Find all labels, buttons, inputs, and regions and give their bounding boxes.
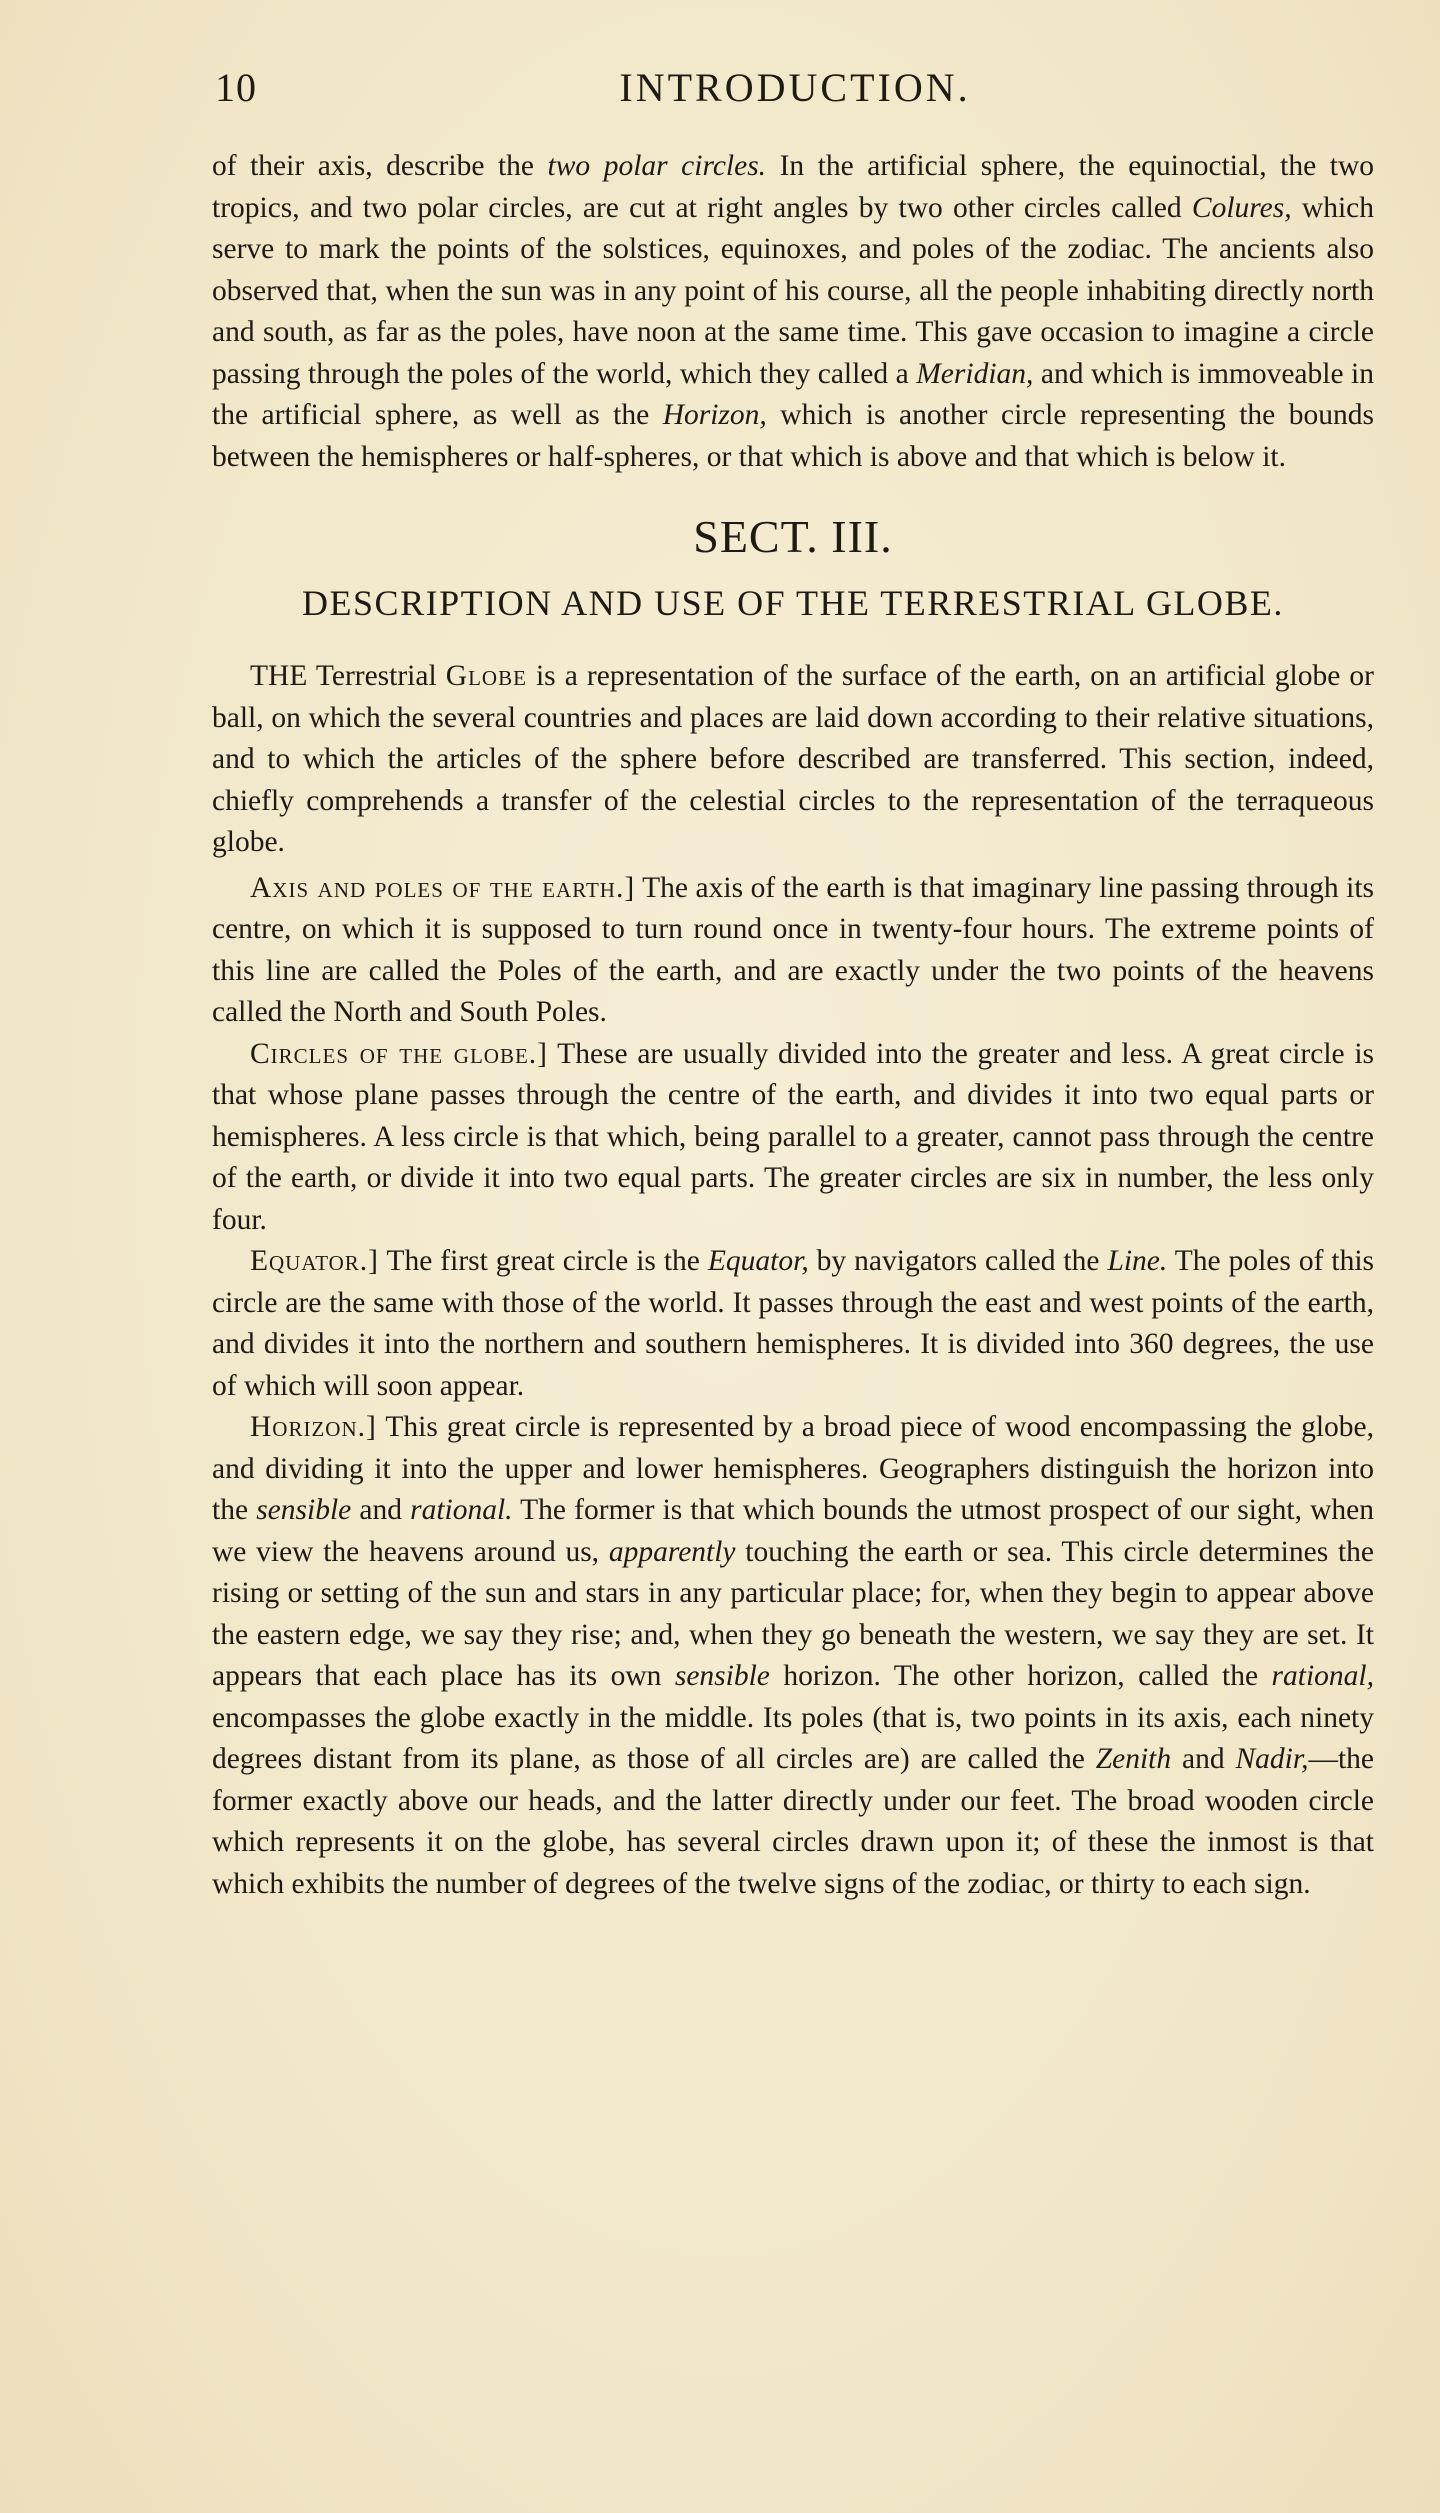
italic-term: Colures, [1191, 191, 1292, 224]
text-run: of their axis, describe the [212, 150, 548, 182]
text-run: and which is immoveable in the artificial sphere, as well as the [212, 357, 1375, 431]
italic-term: two polar circles. [547, 150, 767, 182]
text-run: The poles of this circle are the same with those of the world. It passes through the east and west points of the earth, and divides it into the northern and southern hemispheres. It is divided into 360 degrees, the use of which will soon appear. [212, 1245, 1374, 1402]
italic-term: Meridian, [916, 357, 1034, 390]
text-run: is a representation of the surface of the earth, on an artificial globe or ball, on which the several countries and places are laid down according to their relative situations, and to which the articles of the sphere before described are transferred. This section, indeed, chiefly comprehends a transfer of the celestial circles to the representation of the terraqueous globe. [212, 660, 1374, 858]
italic-term: sensible [674, 1660, 770, 1692]
paragraph-axis-and-poles [212, 868, 1374, 1034]
text-run: horizon. The other horizon, called the [769, 1660, 1272, 1692]
section-title: DESCRIPTION AND USE OF THE TERRESTRIAL GLOBE. [302, 583, 1284, 623]
text-run: which is another circle representing the bounds between the hemispheres or half-spheres, or that which is above and that which is below it. [212, 399, 1374, 473]
paragraph-circles-of-globe [212, 1034, 1374, 1242]
italic-term: Nadir, [1235, 1743, 1309, 1775]
text-run: by navigators called the [808, 1245, 1108, 1277]
text-run: These are usually divided into the greater and less. A great circle is that whose plane passes through the centre of the earth, and divides it into two equal parts or hemispheres. A less circle is that which, being parallel to a greater, cannot pass through the centre of the earth, or divide it into two equal parts. The greater circles are six in number, the less only four. [212, 1037, 1374, 1236]
body-text [212, 146, 1374, 1905]
section-heading: SECT. III. [693, 511, 893, 562]
side-heading: Equator.] [250, 1245, 380, 1277]
paragraph-equator [212, 1241, 1374, 1407]
italic-term: Horizon, [662, 399, 767, 431]
text-run: The axis of the earth is that imaginary line passing through its centre, on which it is supposed to turn round once in twenty-four hours. The extreme points of this line are called the Poles of the earth, and are exactly under the two points of the heavens called the North and South Poles. [212, 871, 1374, 1028]
running-head [215, 64, 1375, 114]
text-run: and [351, 1494, 411, 1526]
italic-term: Line. [1107, 1245, 1168, 1277]
page-number: 10 [215, 65, 257, 110]
text-run: This great circle is represented by a broad piece of wood encompassing the globe, and dividing it into the upper and lower hemispheres. Geographers distinguish the horizon into the [212, 1411, 1374, 1526]
text-run: and [1171, 1743, 1236, 1775]
italic-term: apparently [608, 1535, 736, 1568]
small-caps-term: Globe [445, 660, 527, 692]
running-title: INTRODUCTION. [619, 65, 971, 110]
text-run: which serve to mark the points of the solstices, equinoxes, and poles of the zodiac. The ancients also observed that, when the sun was in any point of his course, all the people inhabiting directly north and south, as far as the poles, have noon at the same time. This gave occasion to imagine a circle passing through the poles of the world, which they called a [212, 191, 1375, 390]
paragraph-terrestrial-globe [212, 656, 1374, 864]
paragraph-horizon [212, 1407, 1374, 1905]
text-run: In the artificial sphere, the equinoctial, the two tropics, and two polar circles, are cut at right angles by two other circles called [212, 150, 1374, 224]
italic-term: Equator, [707, 1245, 809, 1277]
text-run: The first great circle is the [379, 1245, 708, 1277]
text-run: THE Terrestrial [250, 660, 446, 692]
text-run: touching the earth or sea. This circle determines the rising or setting of the sun and stars in any particular place; for, when they begin to appear above the eastern edge, we say they rise; and, when they go beneath the western, we say they are set. It appears that each place has its own [212, 1535, 1374, 1692]
text-run: —the former exactly above our heads, and the latter directly under our feet. The broad wooden circle which represents it on the globe, has several circles drawn upon it; of these the inmost is that which exhibits the number of degrees of the twelve signs of the zodiac, or thirty to each sign. [212, 1743, 1374, 1900]
paragraph-polar-circles [212, 146, 1374, 478]
italic-term: rational, [1271, 1660, 1374, 1692]
italic-term: rational. [410, 1494, 513, 1526]
side-heading: Circles of the globe.] [250, 1037, 548, 1070]
italic-term: sensible [256, 1494, 352, 1526]
side-heading: Horizon.] [250, 1411, 377, 1443]
text-run: The former is that which bounds the utmost prospect of our sight, when we view the heavens around us, [212, 1494, 1375, 1568]
text-run: encompasses the globe exactly in the middle. Its poles (that is, two points in its axis, each ninety degrees distant from its plane, as those of all circles are) are called the [212, 1701, 1374, 1775]
side-heading: Axis and poles of the earth.] [250, 871, 636, 904]
italic-term: Zenith [1095, 1743, 1172, 1775]
